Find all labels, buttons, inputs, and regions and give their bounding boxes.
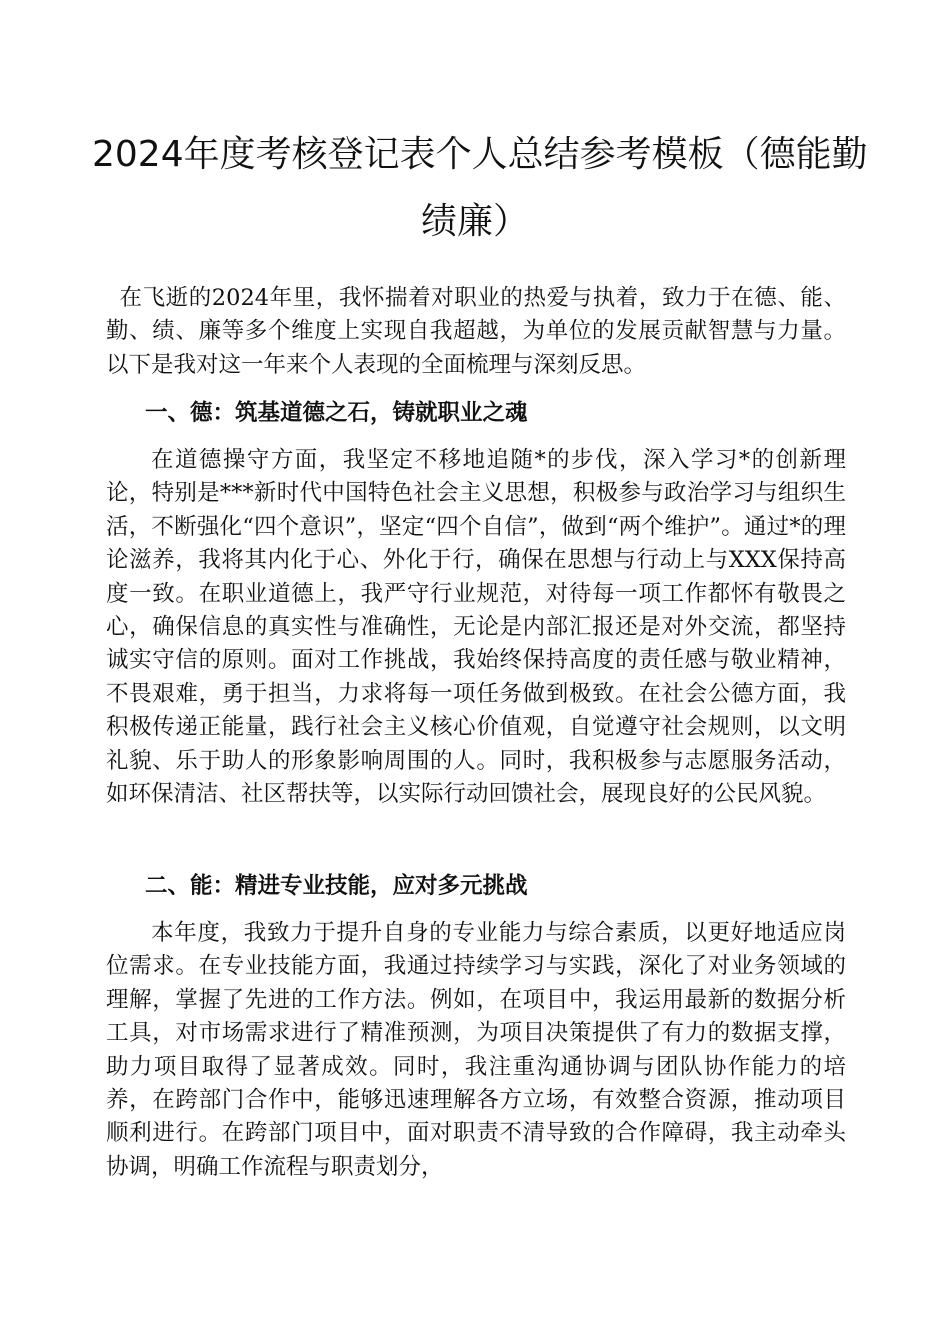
document-title-line-2: 绩廉）	[420, 201, 529, 242]
document-title-line-1: 2024年度考核登记表个人总结参考模板（德能勤	[92, 134, 868, 175]
section-paragraph-de: 在道德操守方面，我坚定不移地追随*的步伐，深入学习*的创新理论，特别是***新时代中国特色社会主义思想，积极参与政治学习与组织生活，不断强化“四个意识”，坚定“四个自信”，做到“两个维护”。通过*的理论滋养，我将其内化于心、外化于行，确保在思想与行动上与XXX保持高度一致。在职业道德上，我严守行业规范，对待每一项工作都怀有敬畏之心，确保信息的真实性与准确性，无论是内部汇报还是对外交流，都坚持诚实守信的原则。面对工作挑战，我始终保持高度的责任感与敬业精神，不畏艰难，勇于担当，力求将每一项任务做到极致。在社会公德方面，我积极传递正能量，践行社会主义核心价值观，自觉遵守社会规则，以文明礼貌、乐于助人的形象影响周围的人。同时，我积极参与志愿服务活动，如环保清洁、社区帮扶等，以实际行动回馈社会，展现良好的公民风貌。	[106, 447, 846, 808]
section-paragraph-neng: 本年度，我致力于提升自身的专业能力与综合素质，以更好地适应岗位需求。在专业技能方面，我通过持续学习与实践，深化了对业务领域的理解，掌握了先进的工作方法。例如，在项目中，我运用最新的数据分析工具，对市场需求进行了精准预测，为项目决策提供了有力的数据支撑，助力项目取得了显著成效。同时，我注重沟通协调与团队协作能力的培养，在跨部门合作中，能够迅速理解各方立场，有效整合资源，推动项目顺利进行。在跨部门项目中，面对职责不清导致的合作障碍，我主动牵头协调，明确工作流程与职责划分，	[106, 920, 846, 1180]
intro-paragraph: 在飞逝的2024年里，我怀揣着对职业的热爱与执着，致力于在德、能、勤、绩、廉等多个维度上实现自我超越，为单位的发展贡献智慧与力量。以下是我对这一年来个人表现的全面梳理与深刻反思。	[106, 285, 846, 378]
section-heading-de: 一、德：筑基道德之石，铸就职业之魂	[145, 400, 528, 426]
section-heading-neng: 二、能：精进专业技能，应对多元挑战	[145, 873, 528, 899]
